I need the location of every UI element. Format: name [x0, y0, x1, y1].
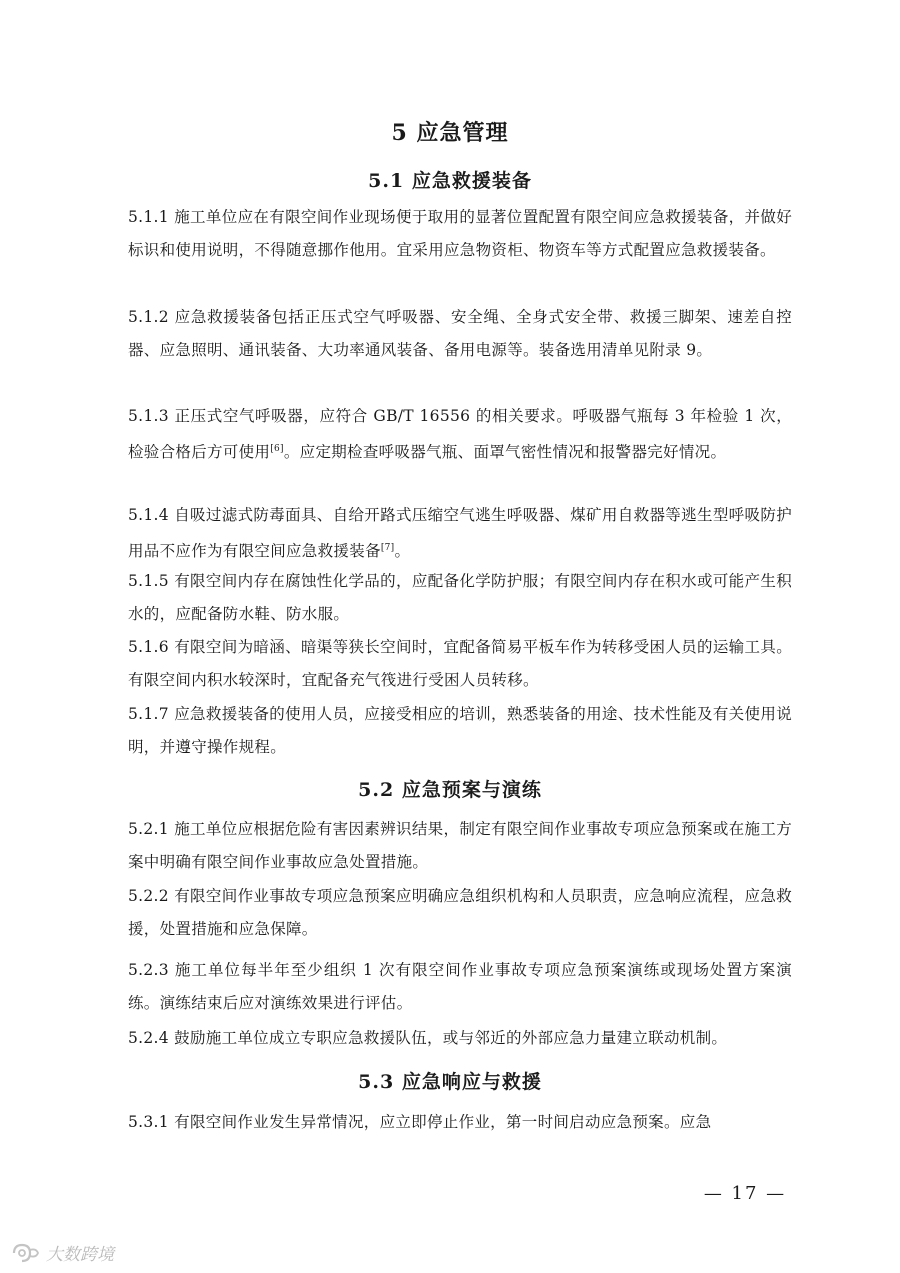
- paragraph-5-2-3: 5.2.3 施工单位每半年至少组织 1 次有限空间作业事故专项应急预案演练或现场处置方案演练。演练结束后应对演练效果进行评估。: [128, 961, 792, 1012]
- paragraph-5-1-5: 5.1.5 有限空间内存在腐蚀性化学品的，应配备化学防护服；有限空间内存在积水或可能产生积水的，应配备防水鞋、防水服。: [128, 572, 792, 623]
- section-title-5-2: 5.2 应急预案与演练: [358, 779, 542, 801]
- page-number: — 17 —: [703, 1183, 787, 1204]
- paragraph-5-3-1: 5.3.1 有限空间作业发生异常情况，应立即停止作业，第一时间启动应急预案。应急: [128, 1113, 712, 1131]
- citation-7: [7]: [380, 543, 395, 553]
- paragraph-5-1-1: 5.1.1 施工单位应在有限空间作业现场便于取用的显著位置配置有限空间应急救援装备，并做好标识和使用说明，不得随意挪作他用。宜采用应急物资柜、物资车等方式配置应急救援装备。: [128, 208, 792, 259]
- paragraph-5-2-4: 5.2.4 鼓励施工单位成立专职应急救援队伍，或与邻近的外部应急力量建立联动机制。: [128, 1029, 728, 1047]
- section-title-5-1: 5.1 应急救援装备: [368, 170, 532, 192]
- paragraph-5-1-2: 5.1.2 应急救援装备包括正压式空气呼吸器、安全绳、全身式安全带、救援三脚架、速差自控器、应急照明、通讯装备、大功率通风装备、备用电源等。装备选用清单见附录 9。: [128, 308, 792, 359]
- watermark-logo-icon: [10, 1242, 40, 1264]
- paragraph-5-1-4: 5.1.4 自吸过滤式防毒面具、自给开路式压缩空气逃生呼吸器、煤矿用自救器等逃生型呼吸防护用品不应作为有限空间应急救援装备[7]。: [128, 506, 792, 560]
- chapter-title: 5 应急管理: [391, 120, 509, 146]
- paragraph-5-1-3: 5.1.3 正压式空气呼吸器，应符合 GB/T 16556 的相关要求。呼吸器气瓶每 3 年检验 1 次，检验合格后方可使用[6]。应定期检查呼吸器气瓶、面罩气密性情况和报警器完好情况。: [128, 407, 792, 461]
- citation-6: [6]: [270, 444, 284, 454]
- watermark: [10, 1240, 114, 1265]
- paragraph-5-1-7: 5.1.7 应急救援装备的使用人员，应接受相应的培训，熟悉装备的用途、技术性能及有关使用说明，并遵守操作规程。: [128, 705, 792, 756]
- watermark-text: 大数跨境: [46, 1245, 114, 1265]
- paragraph-5-2-1: 5.2.1 施工单位应根据危险有害因素辨识结果，制定有限空间作业事故专项应急预案或在施工方案中明确有限空间作业事故应急处置措施。: [128, 820, 792, 871]
- section-title-5-3: 5.3 应急响应与救援: [358, 1071, 542, 1093]
- paragraph-5-1-6: 5.1.6 有限空间为暗涵、暗渠等狭长空间时，宜配备简易平板车作为转移受困人员的运输工具。有限空间内积水较深时，宜配备充气筏进行受困人员转移。: [128, 638, 792, 689]
- paragraph-5-2-2: 5.2.2 有限空间作业事故专项应急预案应明确应急组织机构和人员职责，应急响应流程，应急救援，处置措施和应急保障。: [128, 887, 792, 938]
